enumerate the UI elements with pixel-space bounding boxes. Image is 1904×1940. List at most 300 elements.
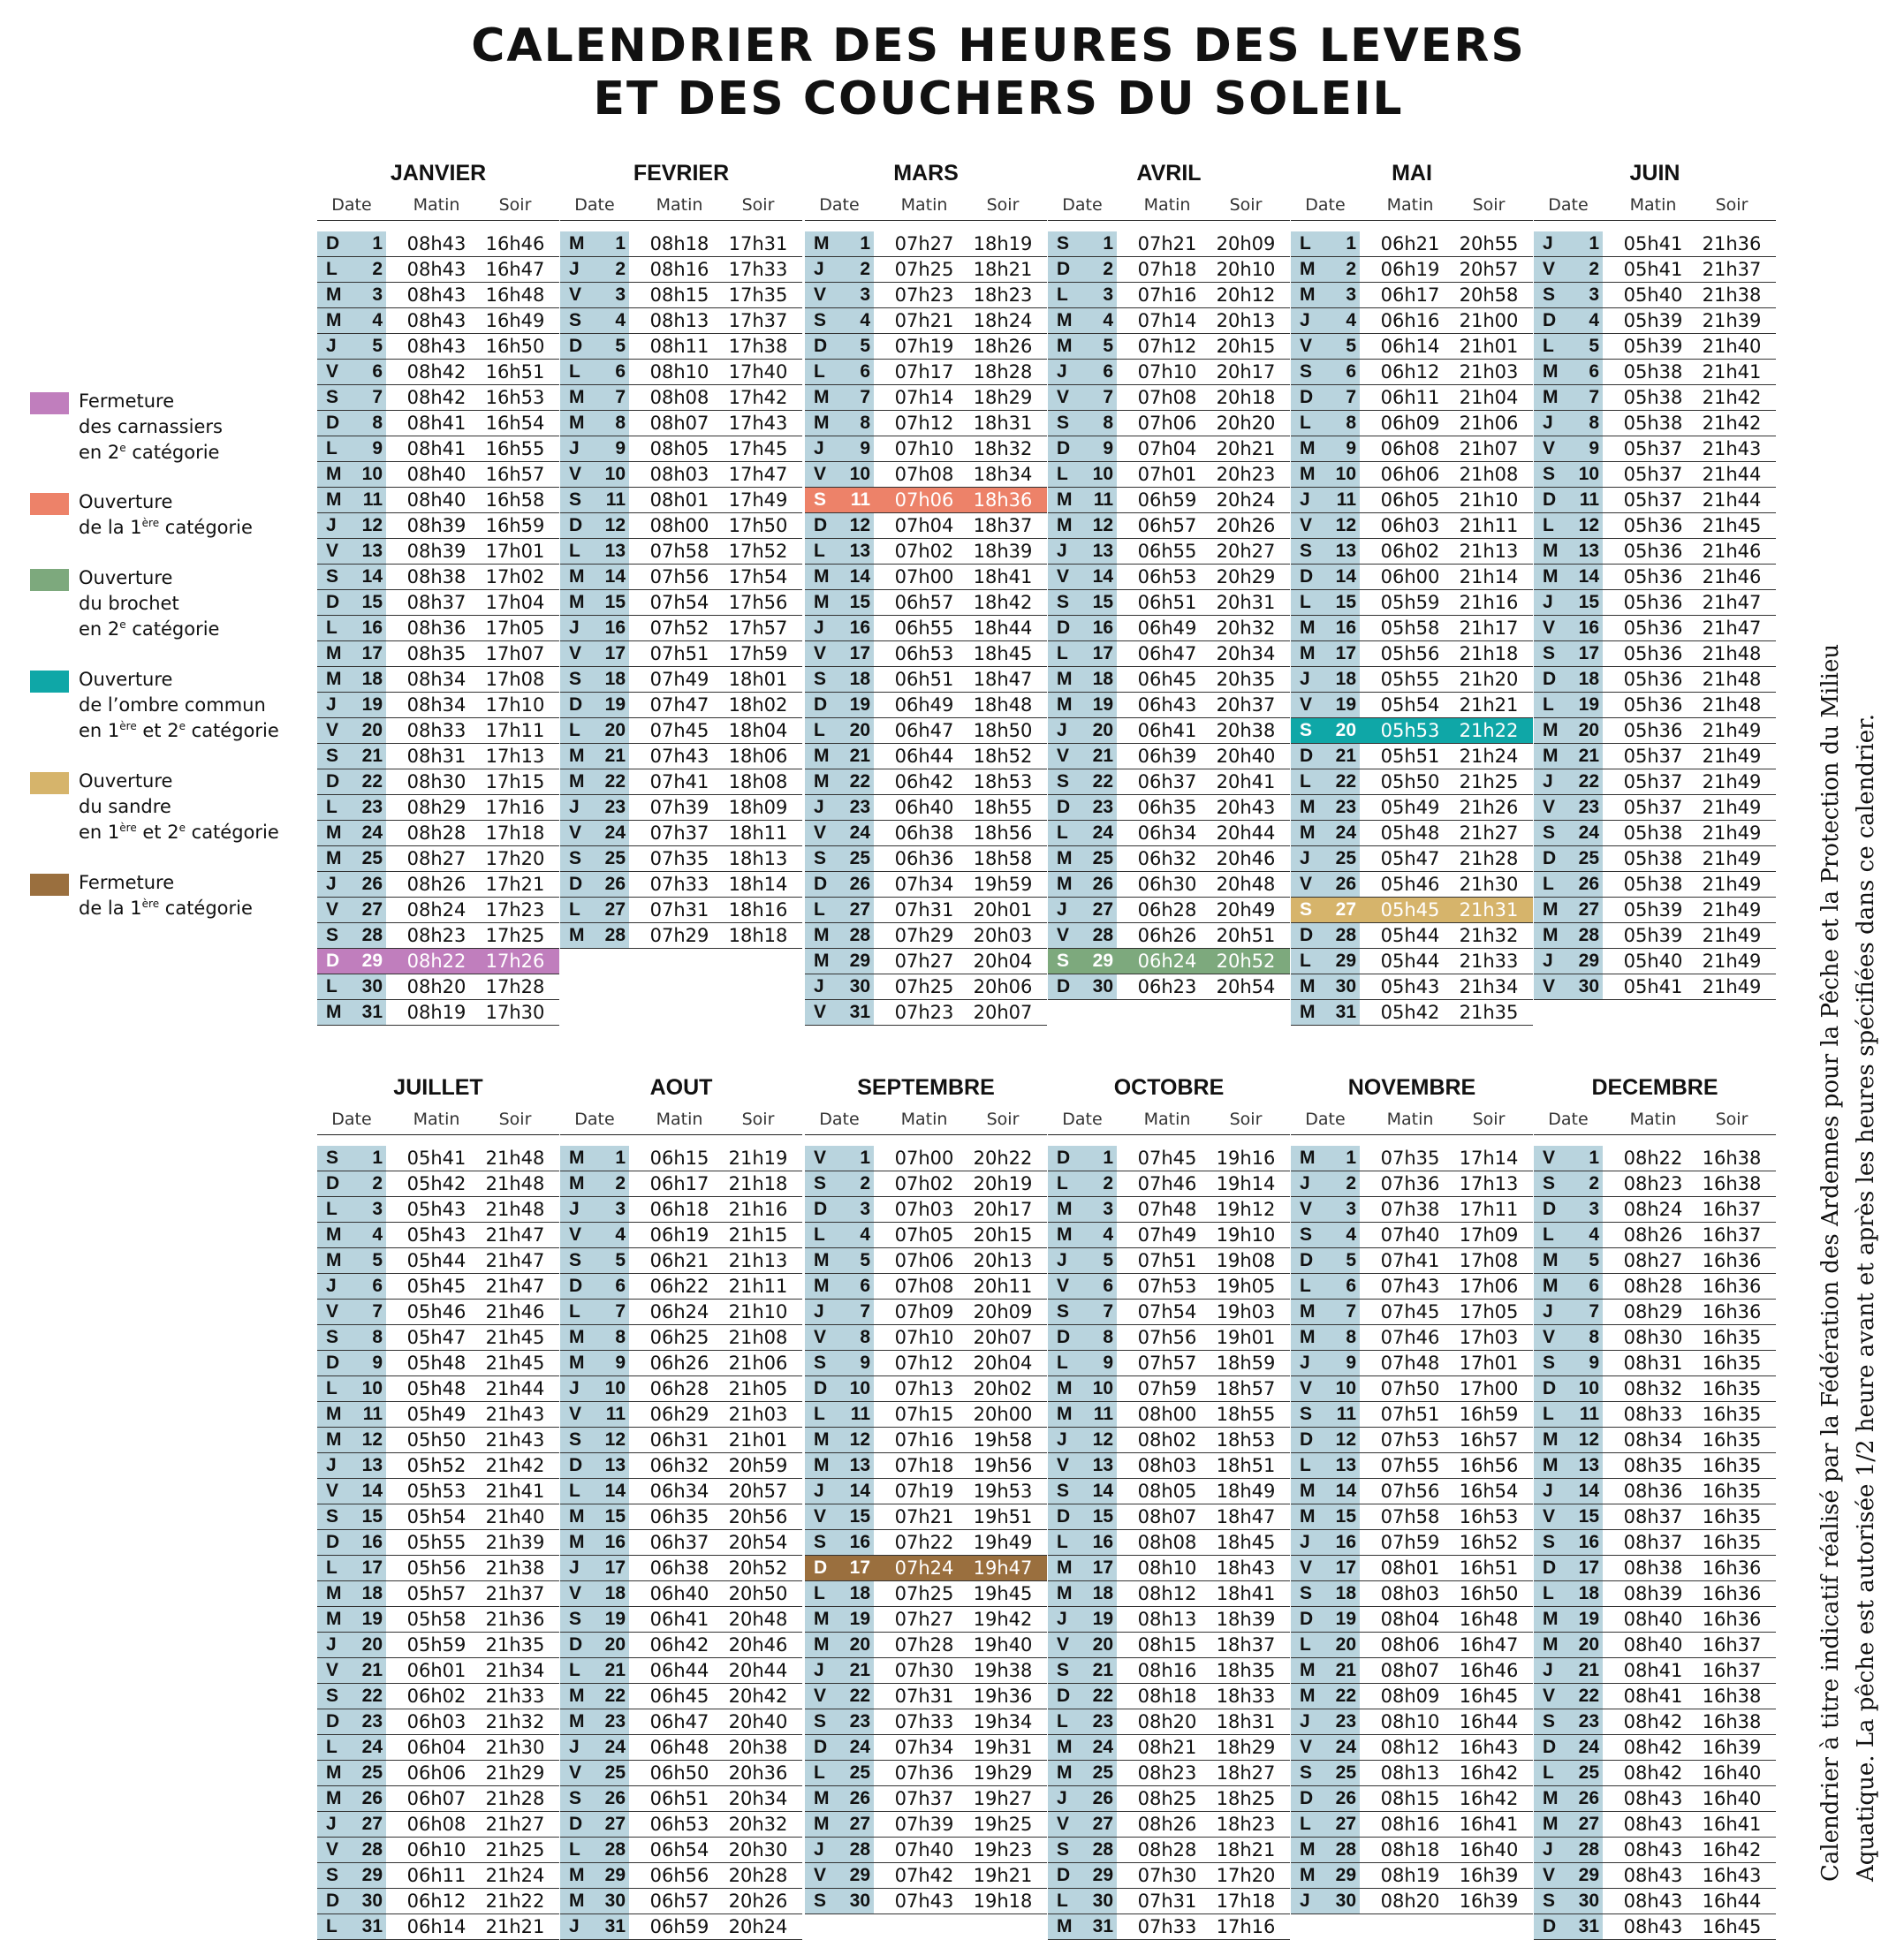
sunset-time: 16h46	[485, 233, 545, 254]
weekday-letter: L	[569, 1660, 580, 1680]
table-row	[1048, 872, 1290, 898]
month-name: MAI	[1392, 161, 1432, 186]
day-number: 6	[1589, 361, 1599, 382]
sunrise-time: 06h41	[649, 1609, 709, 1630]
sunset-time: 16h36	[1702, 1557, 1762, 1579]
day-number: 25	[1335, 848, 1356, 868]
sunset-time: 20h22	[973, 1148, 1033, 1169]
weekday-letter: M	[569, 233, 585, 254]
table-row	[317, 539, 559, 565]
table-row	[317, 693, 559, 718]
table-row	[1534, 744, 1776, 769]
day-number: 17	[361, 1557, 383, 1578]
sunrise-time: 08h36	[1623, 1481, 1683, 1502]
sunrise-time: 08h00	[1137, 1404, 1197, 1425]
day-number: 1	[615, 233, 626, 254]
weekday-letter: M	[1300, 643, 1316, 663]
morning-column-header: Matin	[413, 1110, 460, 1129]
morning-column-header: Matin	[656, 195, 703, 215]
day-number: 17	[1335, 1557, 1356, 1578]
day-number: 12	[1578, 515, 1599, 535]
weekday-letter: J	[326, 1455, 337, 1475]
sunset-time: 18h59	[1216, 1353, 1276, 1374]
sunset-time: 19h47	[973, 1557, 1033, 1579]
sunset-time: 20h29	[1216, 566, 1276, 587]
day-number: 19	[1092, 694, 1113, 715]
sunrise-time: 05h36	[1623, 669, 1683, 690]
sunrise-time: 05h38	[1623, 848, 1683, 869]
day-number: 4	[615, 310, 626, 330]
day-number: 5	[1103, 1250, 1113, 1270]
weekday-letter: M	[814, 1609, 830, 1629]
table-row	[1291, 1000, 1533, 1026]
sunset-time: 21h38	[485, 1557, 545, 1579]
table-row	[560, 693, 802, 718]
sunrise-time: 06h57	[894, 592, 954, 613]
day-number: 12	[849, 1429, 870, 1450]
day-number: 14	[1578, 1481, 1599, 1501]
weekday-letter: M	[1543, 361, 1559, 382]
sunset-time: 17h14	[1459, 1148, 1519, 1169]
sunset-time: 17h02	[485, 566, 545, 587]
sunset-time: 20h34	[1216, 643, 1276, 664]
sunrise-time: 06h23	[1137, 976, 1197, 997]
table-row	[560, 283, 802, 308]
sunrise-time: 06h09	[1380, 413, 1440, 434]
table-row	[317, 1000, 559, 1026]
sunrise-time: 06h34	[649, 1481, 709, 1502]
weekday-letter: V	[1300, 1737, 1313, 1757]
legend-line: de la 1ère catégorie	[79, 898, 253, 919]
sunrise-time: 06h38	[894, 822, 954, 844]
table-row	[1534, 923, 1776, 949]
weekday-letter: S	[326, 1686, 339, 1706]
table-row	[1048, 1581, 1290, 1607]
legend-label	[79, 769, 279, 845]
table-row	[805, 1889, 1047, 1914]
weekday-letter: V	[326, 1301, 339, 1322]
day-number: 1	[1346, 1148, 1356, 1168]
table-row	[1048, 488, 1290, 513]
table-row	[805, 693, 1047, 718]
day-number: 16	[849, 1532, 870, 1552]
table-row	[317, 1863, 559, 1889]
sunrise-time: 08h39	[1623, 1583, 1683, 1604]
month-name: NOVEMBRE	[1347, 1075, 1476, 1100]
sunset-time: 19h03	[1216, 1301, 1276, 1322]
column-headers	[1048, 190, 1290, 221]
sunset-time: 21h25	[1459, 771, 1519, 792]
day-number: 13	[604, 541, 626, 561]
table-row	[1534, 1428, 1776, 1453]
day-number: 8	[1103, 413, 1113, 433]
weekday-letter: D	[814, 1199, 828, 1219]
sunrise-time: 05h48	[406, 1378, 467, 1399]
sunrise-time: 05h37	[1623, 489, 1683, 511]
table-row	[1291, 769, 1533, 795]
weekday-letter: M	[326, 1609, 342, 1629]
sunrise-time: 08h20	[1137, 1711, 1197, 1732]
sunrise-time: 06h45	[1137, 669, 1197, 690]
sunrise-time: 07h45	[1380, 1301, 1440, 1322]
sunset-time: 21h10	[1459, 489, 1519, 511]
sunset-time: 16h35	[1702, 1404, 1762, 1425]
sunrise-time: 07h10	[894, 1327, 954, 1348]
weekday-letter: L	[326, 259, 338, 279]
weekday-letter: S	[326, 1506, 339, 1527]
weekday-letter: S	[1300, 1762, 1313, 1783]
day-number: 8	[860, 1327, 870, 1347]
table-row	[1534, 1146, 1776, 1171]
column-headers	[1291, 190, 1533, 221]
table-row	[1291, 539, 1533, 565]
day-number: 22	[1335, 1686, 1356, 1706]
day-number: 16	[361, 1532, 383, 1552]
day-number: 11	[362, 1404, 383, 1424]
day-number: 21	[604, 746, 626, 766]
table-row	[560, 1761, 802, 1786]
day-number: 23	[604, 797, 626, 817]
day-number: 28	[361, 925, 383, 945]
weekday-letter: V	[1543, 1327, 1556, 1347]
table-row	[805, 744, 1047, 769]
sunset-time: 20h07	[973, 1002, 1033, 1023]
table-row	[1534, 1402, 1776, 1428]
sunset-time: 17h45	[728, 438, 788, 459]
day-number: 17	[1092, 1557, 1113, 1578]
weekday-letter: M	[1057, 1378, 1073, 1398]
day-number: 22	[1092, 1686, 1113, 1706]
day-rows	[1291, 1146, 1533, 1914]
sunset-time: 20h54	[1216, 976, 1276, 997]
day-number: 4	[1589, 310, 1599, 330]
weekday-letter: D	[1300, 925, 1314, 945]
table-row	[317, 974, 559, 1000]
table-row	[1291, 641, 1533, 667]
sunrise-time: 05h37	[1623, 771, 1683, 792]
day-number: 10	[1578, 1378, 1599, 1398]
sunrise-time: 08h37	[1623, 1506, 1683, 1527]
table-row	[1048, 1479, 1290, 1504]
sunrise-time: 08h13	[1137, 1609, 1197, 1630]
sunset-time: 16h42	[1459, 1788, 1519, 1809]
day-number: 27	[361, 899, 383, 920]
weekday-letter: L	[326, 1378, 338, 1398]
day-number: 23	[1578, 1711, 1599, 1732]
sunrise-time: 07h40	[894, 1839, 954, 1860]
table-row	[1048, 1607, 1290, 1633]
table-row	[1291, 513, 1533, 539]
day-number: 13	[1578, 1455, 1599, 1475]
day-number: 20	[604, 720, 626, 740]
weekday-letter: D	[326, 592, 340, 612]
table-row	[317, 846, 559, 872]
sunrise-time: 07h48	[1380, 1353, 1440, 1374]
day-number: 25	[1335, 1762, 1356, 1783]
sunrise-time: 08h43	[406, 336, 467, 357]
sunset-time: 17h16	[1216, 1916, 1276, 1937]
day-number: 8	[615, 413, 626, 433]
day-number: 30	[1092, 976, 1113, 997]
sunrise-time: 08h08	[649, 387, 709, 408]
weekday-letter: D	[814, 336, 828, 356]
weekday-letter: L	[1543, 1762, 1554, 1783]
table-row	[1048, 1684, 1290, 1709]
table-row	[1534, 539, 1776, 565]
table-row	[805, 1863, 1047, 1889]
table-row	[1534, 283, 1776, 308]
sunset-time: 20h50	[728, 1583, 788, 1604]
weekday-letter: S	[1057, 1660, 1070, 1680]
weekday-letter: M	[326, 1583, 342, 1603]
table-row	[1048, 769, 1290, 795]
weekday-letter: V	[814, 1148, 827, 1168]
sunrise-time: 07h06	[1137, 413, 1197, 434]
day-number: 4	[860, 310, 870, 330]
sunrise-time: 08h30	[406, 771, 467, 792]
sunset-time: 17h25	[485, 925, 545, 946]
day-number: 14	[1092, 1481, 1113, 1501]
day-number: 4	[1589, 1224, 1599, 1245]
day-number: 30	[849, 976, 870, 997]
sunset-time: 20h49	[1216, 899, 1276, 921]
sunset-time: 20h59	[728, 1455, 788, 1476]
sunset-time: 16h47	[485, 259, 545, 280]
weekday-letter: V	[569, 822, 582, 843]
sunset-time: 21h47	[485, 1224, 545, 1246]
table-row	[1048, 308, 1290, 334]
page-title	[265, 19, 1732, 125]
day-number: 16	[1335, 1532, 1356, 1552]
sunset-time: 17h15	[485, 771, 545, 792]
evening-column-header: Soir	[1472, 195, 1506, 215]
sunset-time: 20h44	[728, 1660, 788, 1681]
weekday-letter: M	[569, 1327, 585, 1347]
sunset-time: 21h03	[728, 1404, 788, 1425]
weekday-letter: M	[1057, 1557, 1073, 1578]
table-row	[560, 744, 802, 769]
sunrise-time: 05h47	[406, 1327, 467, 1348]
weekday-letter: L	[1057, 1891, 1068, 1911]
day-number: 13	[604, 1455, 626, 1475]
morning-column-header: Matin	[1386, 195, 1434, 215]
table-row	[317, 385, 559, 411]
sunset-time: 21h35	[1459, 1002, 1519, 1023]
weekday-letter: J	[569, 1199, 580, 1219]
day-rows	[560, 1146, 802, 1940]
day-number: 23	[361, 797, 383, 817]
sunset-time: 17h07	[485, 643, 545, 664]
weekday-letter: J	[1300, 1891, 1310, 1911]
day-number: 7	[1346, 1301, 1356, 1322]
sunrise-time: 07h59	[1380, 1532, 1440, 1553]
sunset-time: 20h13	[973, 1250, 1033, 1271]
day-number: 13	[849, 1455, 870, 1475]
weekday-letter: L	[1543, 874, 1554, 894]
sunrise-time: 08h43	[1623, 1839, 1683, 1860]
table-row	[317, 898, 559, 923]
column-headers	[1534, 1104, 1776, 1135]
weekday-letter: M	[1300, 1686, 1316, 1706]
sunrise-time: 07h12	[1137, 336, 1197, 357]
sunset-time: 16h52	[1459, 1532, 1519, 1553]
table-row	[560, 1479, 802, 1504]
sunrise-time: 06h44	[894, 746, 954, 767]
sunset-time: 19h51	[973, 1506, 1033, 1527]
table-row	[1534, 308, 1776, 334]
weekday-letter: S	[814, 489, 827, 510]
table-row	[560, 821, 802, 846]
day-number: 5	[860, 1250, 870, 1270]
sunrise-time: 05h39	[1623, 925, 1683, 946]
sunset-time: 21h47	[485, 1276, 545, 1297]
sunset-time: 21h14	[1459, 566, 1519, 587]
table-row	[1291, 616, 1533, 641]
sunset-time: 21h36	[485, 1609, 545, 1630]
sunset-time: 20h26	[728, 1891, 788, 1912]
weekday-letter: S	[1300, 1224, 1313, 1245]
sunrise-time: 06h59	[1137, 489, 1197, 511]
sunset-time: 20h09	[1216, 233, 1276, 254]
day-number: 19	[1578, 694, 1599, 715]
weekday-letter: J	[1057, 1250, 1067, 1270]
table-row	[1048, 1812, 1290, 1838]
day-number: 24	[849, 1737, 870, 1757]
table-row	[805, 1402, 1047, 1428]
sunset-time: 20h28	[728, 1865, 788, 1886]
sunrise-time: 06h17	[1380, 284, 1440, 306]
sunset-time: 18h21	[1216, 1839, 1276, 1860]
morning-column-header: Matin	[1386, 1110, 1434, 1129]
day-number: 11	[1093, 1404, 1113, 1424]
sunrise-time: 05h51	[1380, 746, 1440, 767]
day-number: 27	[604, 899, 626, 920]
day-number: 22	[849, 771, 870, 792]
sunrise-time: 06h49	[1137, 618, 1197, 639]
weekday-letter: S	[1057, 1301, 1070, 1322]
sunrise-time: 07h56	[1380, 1481, 1440, 1502]
sunset-time: 21h24	[1459, 746, 1519, 767]
sunset-time: 21h48	[1702, 669, 1762, 690]
sunset-time: 16h36	[1702, 1250, 1762, 1271]
weekday-letter: L	[814, 720, 825, 740]
sunset-time: 18h45	[1216, 1532, 1276, 1553]
sunset-time: 20h15	[1216, 336, 1276, 357]
table-row	[317, 1633, 559, 1658]
sunrise-time: 06h55	[1137, 541, 1197, 562]
weekday-letter: S	[1543, 1173, 1556, 1194]
day-number: 21	[1335, 746, 1356, 766]
table-row	[1048, 1351, 1290, 1376]
weekday-letter: M	[814, 1429, 830, 1450]
day-number: 3	[1589, 1199, 1599, 1219]
sunset-time: 17h00	[1459, 1378, 1519, 1399]
sunset-time: 21h11	[1459, 515, 1519, 536]
sunrise-time: 05h36	[1623, 643, 1683, 664]
day-number: 30	[361, 1891, 383, 1911]
weekday-letter: L	[569, 899, 580, 920]
weekday-letter: J	[1543, 951, 1553, 971]
day-number: 19	[1335, 1609, 1356, 1629]
sunset-time: 21h49	[1702, 746, 1762, 767]
table-row	[1291, 283, 1533, 308]
table-row	[317, 1197, 559, 1223]
sunset-time: 16h35	[1702, 1327, 1762, 1348]
sunrise-time: 06h04	[406, 1737, 467, 1758]
sunrise-time: 05h41	[406, 1148, 467, 1169]
sunset-time: 21h39	[485, 1532, 545, 1553]
weekday-letter: V	[569, 1762, 582, 1783]
day-number: 18	[1335, 669, 1356, 689]
sunrise-time: 05h44	[1380, 951, 1440, 972]
weekday-letter: M	[814, 413, 830, 433]
day-number: 24	[1092, 1737, 1113, 1757]
sunset-time: 16h59	[1459, 1404, 1519, 1425]
day-number: 18	[361, 1583, 383, 1603]
sunrise-time: 05h36	[1623, 592, 1683, 613]
sunset-time: 16h54	[485, 413, 545, 434]
sunrise-time: 07h08	[1137, 387, 1197, 408]
day-number: 29	[1092, 951, 1113, 971]
sunrise-time: 06h24	[1137, 951, 1197, 972]
weekday-letter: D	[1300, 1250, 1314, 1270]
day-number: 30	[1092, 1891, 1113, 1911]
table-row	[317, 334, 559, 360]
day-number: 11	[850, 489, 870, 510]
sunrise-time: 08h11	[649, 336, 709, 357]
date-column-header: Date	[331, 195, 372, 215]
table-row	[805, 231, 1047, 257]
table-row	[317, 1581, 559, 1607]
table-row	[1048, 795, 1290, 821]
weekday-letter: V	[814, 464, 827, 484]
sunset-time: 17h01	[1459, 1353, 1519, 1374]
legend-line: des carnassiers	[79, 416, 223, 437]
weekday-letter: D	[326, 1353, 340, 1373]
day-number: 3	[860, 1199, 870, 1219]
weekday-letter: S	[1057, 1839, 1070, 1860]
day-number: 18	[849, 1583, 870, 1603]
table-row	[1291, 821, 1533, 846]
table-row	[805, 769, 1047, 795]
legend-swatch	[30, 772, 69, 794]
sunset-time: 21h49	[1702, 925, 1762, 946]
day-number: 8	[860, 413, 870, 433]
sunrise-time: 06h10	[406, 1839, 467, 1860]
weekday-letter: M	[1543, 1814, 1559, 1834]
date-column-header: Date	[819, 195, 860, 215]
weekday-letter: D	[326, 771, 340, 792]
table-row	[1291, 411, 1533, 436]
table-row	[1534, 565, 1776, 590]
weekday-letter: D	[569, 336, 583, 356]
sunrise-time: 06h54	[649, 1839, 709, 1860]
day-number: 1	[1103, 1148, 1113, 1168]
table-row	[1048, 1325, 1290, 1351]
sunset-time: 21h13	[728, 1250, 788, 1271]
sunrise-time: 07h25	[894, 1583, 954, 1604]
day-number: 24	[1092, 822, 1113, 843]
sunset-time: 19h14	[1216, 1173, 1276, 1194]
weekday-letter: D	[814, 694, 828, 715]
sunrise-time: 07h21	[1137, 233, 1197, 254]
day-number: 22	[1578, 1686, 1599, 1706]
weekday-letter: S	[1300, 541, 1313, 561]
weekday-letter: S	[569, 848, 582, 868]
table-row	[1534, 436, 1776, 462]
sunset-time: 17h11	[1459, 1199, 1519, 1220]
sunrise-time: 05h52	[406, 1455, 467, 1476]
